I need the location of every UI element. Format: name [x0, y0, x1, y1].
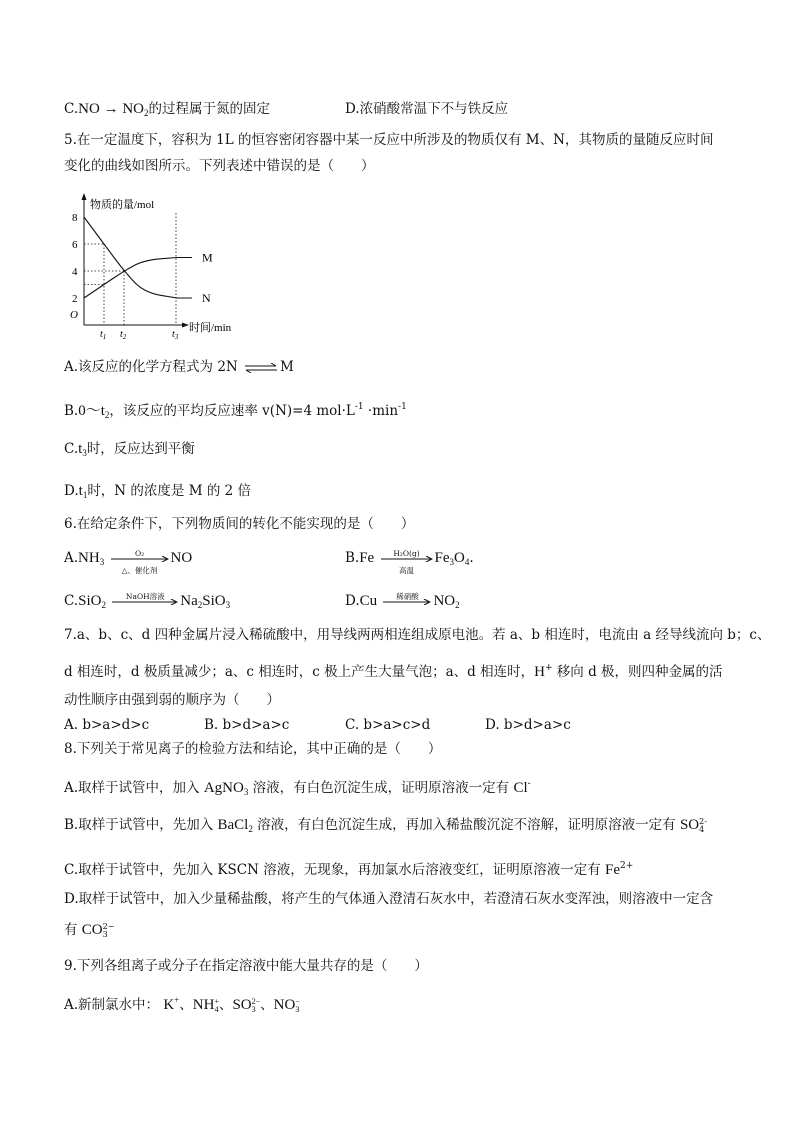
- q5-stem-line2: 变化的曲线如图所示。下列表述中错误的是（ ）: [64, 158, 375, 174]
- q4-option-c: $C.NO \to NO_2$的过程属于氮的固定: [64, 101, 270, 118]
- x-tick-label: $t_3$: [172, 329, 179, 340]
- x-ticks: [100, 329, 179, 340]
- dotted-guides: [84, 213, 176, 325]
- q8-option-d-line2: 有 CO 2− 3: [64, 921, 115, 939]
- q6-option-d: D.Cu 稀硝酸 $NO_2$: [345, 591, 460, 610]
- q4-option-d: D.浓硝酸常温下不与铁反应: [345, 101, 509, 117]
- q6-option-a: $A.NH_3$ O₂ △、催化剂 NO: [64, 548, 193, 575]
- q8-option-d-line1: D.取样于试管中，加入少量稀盐酸，将产生的气体通入澄清石灰水中，若澄清石灰水变浑浊，则溶液中一定含: [64, 891, 714, 907]
- y-tick-label: 4: [72, 266, 78, 278]
- y-axis-arrow: [82, 193, 87, 200]
- reaction-arrow-icon: 稀硝酸: [383, 599, 431, 605]
- q6-option-b: B.Fe H₂O(g) 高温 $Fe_3O_4$.: [345, 548, 474, 575]
- ion-3: SO 2− 3: [232, 996, 261, 1014]
- equilibrium-arrow-icon: [244, 363, 278, 373]
- q5-option-d: $D.t_1$时，N 的浓度是 M 的 2 倍: [64, 483, 251, 500]
- reaction-arrow-icon: H₂O(g) 高温: [381, 556, 433, 562]
- y-ticks: [72, 212, 78, 305]
- x-tick-label: $t_2$: [120, 329, 127, 340]
- y-tick-label: 2: [72, 293, 78, 305]
- x-tick-label: $t_1$: [100, 329, 107, 340]
- ion-1: K+: [163, 995, 180, 1013]
- q8-option-a: A.取样于试管中，加入 AgNO$_3$ 溶液，有白色沉淀生成，证明原溶液一定有 Cl-: [64, 779, 531, 797]
- ion-4: NO − 3: [273, 996, 300, 1014]
- q8-option-c: C.取样于试管中，先加入 KSCN 溶液，无现象，再加氯水后溶液变红，证明原溶液一定有 $Fe^{2+}$: [64, 861, 634, 878]
- q8-stem: 8.下列关于常见离子的检验方法和结论，其中正确的是（ ）: [64, 741, 442, 757]
- series-curves: [84, 217, 213, 305]
- q5-option-a: A.该反应的化学方程式为 2N M: [64, 359, 294, 375]
- reaction-arrow-icon: O₂ △、催化剂: [111, 556, 169, 562]
- x-axis-arrow: [182, 323, 189, 328]
- q5-option-b: $B.0\sim t_2$，该反应的平均反应速率 v(N)=4 $mol\cdot L^{-1} \cdot\min^{-1}$: [64, 402, 407, 420]
- q7-option-a: A. b>a>d>c: [64, 717, 150, 733]
- series-label-M: M: [202, 250, 213, 265]
- q7-stem-line2: d 相连时，d 极质量减少；a、c 相连时，c 极上产生大量气泡；a、d 相连时，H+ 移向 d 极，则四种金属的活: [64, 663, 723, 680]
- y-tick-label: 8: [72, 212, 78, 224]
- ion-2: NH + 4: [192, 996, 219, 1014]
- q6-stem: 6.在给定条件下，下列物质间的转化不能实现的是（ ）: [64, 516, 415, 532]
- y-axis-label: 物质的量/mol: [90, 199, 155, 211]
- q7-option-b: B. b>d>a>c: [204, 717, 290, 733]
- q5-option-c: $C.t_3$时，反应达到平衡: [64, 441, 195, 458]
- series-line-M: [84, 258, 192, 299]
- q9-option-a: A.新制氯水中： K+、NH + 4 、SO 2− 3 、NO − 3: [64, 995, 300, 1014]
- q7-stem-line3: 动性顺序由强到弱的顺序为（ ）: [64, 692, 280, 708]
- q5-chart: [62, 190, 252, 340]
- q5-stem-line1: 5.在一定温度下，容积为 1L 的恒容密闭容器中某一反应中所涉及的物质仅有 M、N，其物质的量随反应时间: [64, 132, 714, 148]
- q7-option-d: D. b>d>a>c: [485, 717, 571, 733]
- q6-option-c: C.SiO$_2$ NaOH溶液 $Na_2SiO_3$: [64, 591, 231, 610]
- x-axis-label: 时间/min: [189, 322, 232, 334]
- reaction-arrow-icon: NaOH溶液: [112, 599, 178, 605]
- q9-stem: 9.下列各组离子或分子在指定溶液中能大量共存的是（ ）: [64, 958, 428, 974]
- origin-label: O: [70, 309, 78, 321]
- q8-option-b: B.取样于试管中，先加入 BaCl$_2$ 溶液，有白色沉淀生成，再加入稀盐酸沉淀不溶解，证明原溶液一定有 SO 2- 4: [64, 816, 707, 834]
- q7-option-c: C. b>a>c>d: [345, 717, 431, 733]
- series-label-N: N: [202, 291, 211, 305]
- y-tick-label: 6: [72, 239, 78, 251]
- q7-stem-line1: 7.a、b、c、d 四种金属片浸入稀硫酸中，用导线两两相连组成原电池。若 a、b 相连时，电流由 a 经导线流向 b；c、: [64, 627, 771, 643]
